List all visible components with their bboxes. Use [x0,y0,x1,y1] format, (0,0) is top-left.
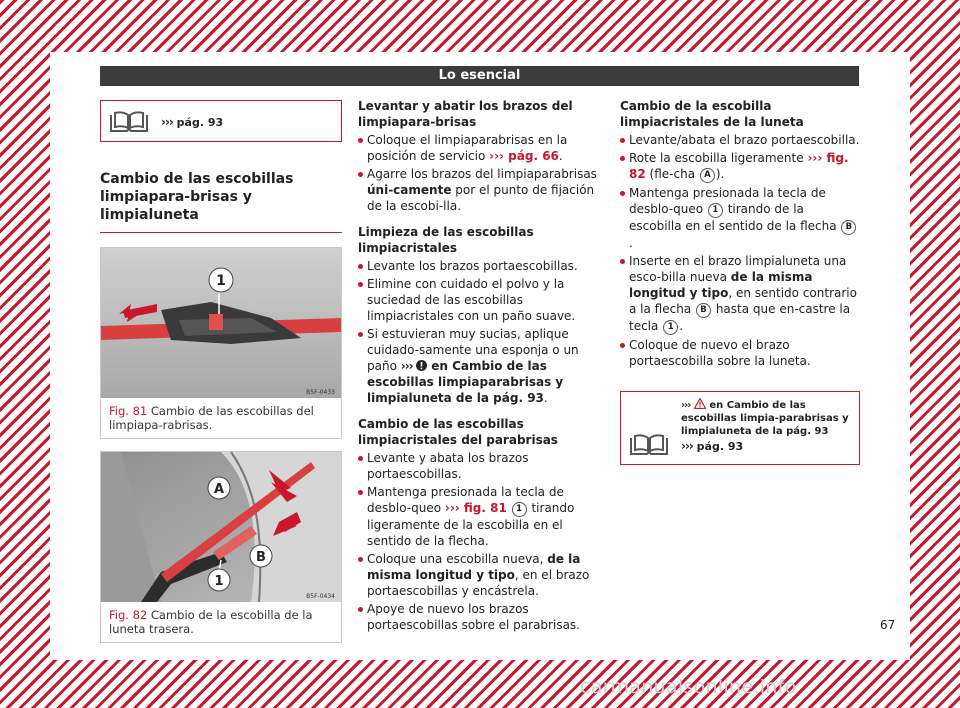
note-reference[interactable]: ››› pág. 93 [161,115,224,129]
book-hand-icon [107,109,151,139]
list-item: Coloque una escobilla nueva, de la misma longitud y tipo, en el brazo portaescobillas y encástrela. [358,551,603,599]
warning-reference-link[interactable]: en Cambio de las escobillas limpiaparabrisas y limpialuneta de la pág. 93 [367,359,564,405]
list-item: Levante/abata el brazo portaescobilla. [620,132,860,148]
figure-81-caption: Fig. 81 Cambio de las escobillas del limpiapa-rabrisas. [109,404,314,432]
figure-82 [100,451,342,643]
list-item: Rote la escobilla ligeramente ››› fig. 82 (fle-cha A ). [620,150,860,183]
callout-badge: A [700,168,715,183]
list-item: Si estuvieran muy sucias, aplique cuidado-samente una esponja o un paño ››› en Cambio de las escobillas limpiaparabrisas y limpialuneta de la pág. 93. [358,326,603,406]
callout-badge: 1 [512,502,527,517]
callout-badge: 1 [708,203,723,218]
note-reference[interactable]: ››› pág. 93 [681,439,744,453]
heading-rear-blade: Cambio de la escobilla limpiacristales de la luneta [620,99,804,129]
callout-badge: 1 [663,320,678,335]
chapter-header: Lo esencial [100,66,859,86]
figure-82-callout-b: B [256,550,266,565]
heading-raise-wipers: Levantar y abatir los brazos del limpiapara-brisas [358,99,573,129]
page-number: 67 [880,618,896,632]
list-item: Levante y abata los brazos portaescobillas. [358,450,603,482]
heading-windscreen-blade: Cambio de las escobillas limpiacristales del parabrisas [358,417,558,447]
callout-badge: B [696,303,711,318]
list-item: Elimine con cuidado el polvo y la suciedad de las escobillas limpiacristales con un paño suave. [358,276,603,324]
figure-81-code: B5F-0433 [306,389,335,396]
book-hand-icon [627,432,671,462]
link-fig-81[interactable]: ››› fig. 81 [444,501,507,515]
list-item: Mantenga presionada la tecla de desblo-queo ››› fig. 81 1 tirando ligeramente de la escobilla en el sentido de la flecha. [358,484,603,549]
list-item: Coloque el limpiaparabrisas en la posición de servicio ››› pág. 66. [358,132,603,164]
link-fig-82[interactable]: ››› fig. 82 [629,151,849,181]
note-box [100,100,342,142]
figure-82-callout-a: A [213,482,225,497]
warning-triangle-icon [694,400,706,411]
exclamation-circle-icon [416,359,427,373]
watermark: carmanualsonline.info [580,676,797,698]
figure-81 [100,247,342,439]
figure-82-code: B5F-0434 [306,593,335,600]
section-title: Cambio de las escobillas limpiapara-brisas y limpialuneta [100,170,342,233]
column-right [620,98,860,465]
list-item: Apoye de nuevo los brazos portaescobillas sobre el parabrisas. [358,601,603,633]
figure-81-callout: 1 [216,273,226,289]
warning-reference[interactable]: ››› en Cambio de las escobillas limpia-parabrisas y limpialuneta de la pág. 93 [681,400,849,437]
heading-cleaning: Limpieza de las escobillas limpiacristales [358,225,534,255]
figure-82-image [101,452,341,602]
list-item: Coloque de nuevo el brazo portaescobilla sobre la luneta. [620,337,860,369]
column-middle [358,98,603,635]
list-item: Inserte en el brazo limpialuneta una esco-billa nueva de la misma longitud y tipo, en sentido contrario a la flecha B hasta que en-castre la tecla 1 . [620,253,860,335]
warning-note-box [620,391,860,465]
callout-badge: B [841,220,856,235]
list-item: Levante los brazos portaescobillas. [358,258,603,274]
column-left [100,100,342,643]
figure-82-caption: Fig. 82 Cambio de la escobilla de la luneta trasera. [109,608,313,636]
figure-82-callout-1: 1 [214,574,224,589]
list-item: Mantenga presionada la tecla de desblo-queo 1 tirando de la escobilla en el sentido de la flecha B. [620,185,860,251]
figure-81-image [101,248,341,398]
list-item: Agarre los brazos del limpiaparabrisas úni-camente por el punto de fijación de la escobi-lla. [358,166,603,214]
link-pag-66[interactable]: ››› pág. 66 [489,149,559,163]
